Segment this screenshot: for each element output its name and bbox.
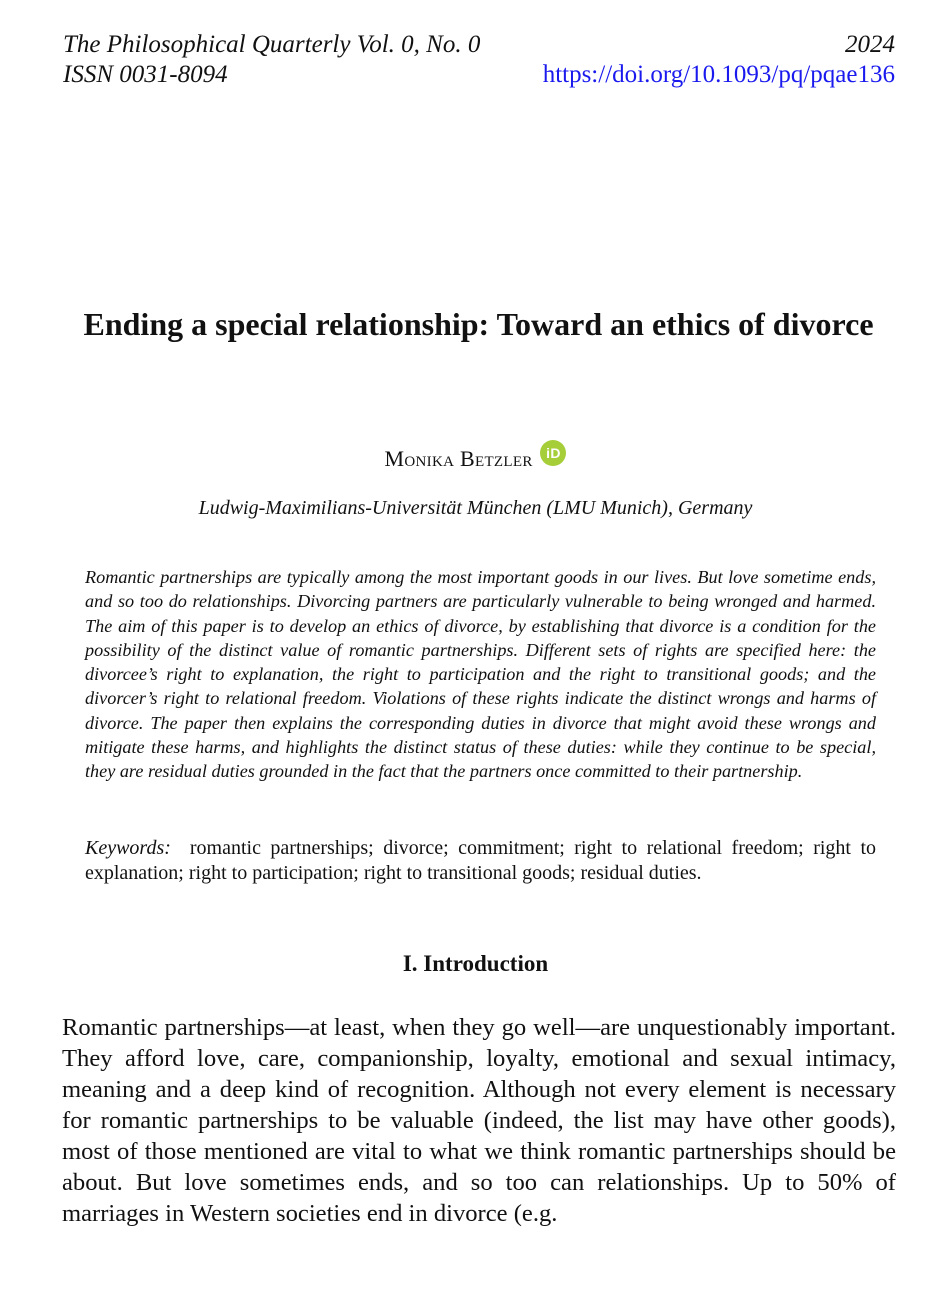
- orcid-icon[interactable]: iD: [540, 440, 566, 466]
- journal-name: The Philosophical Quarterly Vol. 0, No. 0: [63, 31, 481, 58]
- issn: ISSN 0031-8094: [63, 61, 228, 88]
- abstract: Romantic partnerships are typically among the most important goods in our lives. But love sometime ends, and so too do relationships. Divorcing partners are particularly vulnerable to being wronged and harmed. The aim of this paper is to develop an ethics of divorce, by establishing that divorce is a condition for the possibility of the distinct value of romantic partnerships. Different sets of rights are specified here: the divorcee’s right to explanation, the right to participation and the right to transitional goods; and the divorcer’s right to relational freedom. Violations of these rights indicate the distinct wrongs and harms of divorce. The paper then explains the corresponding duties in divorce that might avoid these wrongs and mitigate these harms, and highlights the distinct status of these duties: while they continue to be special, they are residual duties grounded in the fact that the partners once committed to their partnership.: [85, 567, 876, 782]
- section-heading-introduction: I. Introduction: [402, 951, 549, 976]
- author-affiliation: Ludwig-Maximilians-Universität München (LMU Munich), Germany: [198, 497, 753, 519]
- author-name: Monika Betzler: [384, 446, 533, 471]
- running-header-row-1: [63, 30, 895, 60]
- doi-link[interactable]: https://doi.org/10.1093/pq/pqae136: [542, 61, 895, 88]
- running-header-row-2: [63, 60, 895, 90]
- running-header: [63, 30, 895, 90]
- keywords: [85, 836, 876, 886]
- paper-title: Ending a special relationship: Toward an ethics of divorce: [83, 306, 874, 342]
- body-paragraph: Romantic partnerships—at least, when they go well—are unquestionably important. They afford love, care, companionship, loyalty, emotional and sexual intimacy, meaning and a deep kind of recognition. Although not every element is necessary for romantic partnerships to be valuable (indeed, the list may have other goods), most of those mentioned are vital to what we think romantic partnerships should be about. But love sometimes ends, and so too can relationships. Up to 50% of marriages in Western societies end in divorce (e.g.: [62, 1014, 896, 1227]
- keywords-text: romantic partnerships; divorce; commitment; right to relational freedom; right to explanation; right to participation; right to transitional goods; residual duties.: [85, 837, 877, 884]
- keywords-label: Keywords:: [85, 837, 171, 859]
- publication-year: 2024: [845, 31, 895, 58]
- author-line: [0, 440, 951, 474]
